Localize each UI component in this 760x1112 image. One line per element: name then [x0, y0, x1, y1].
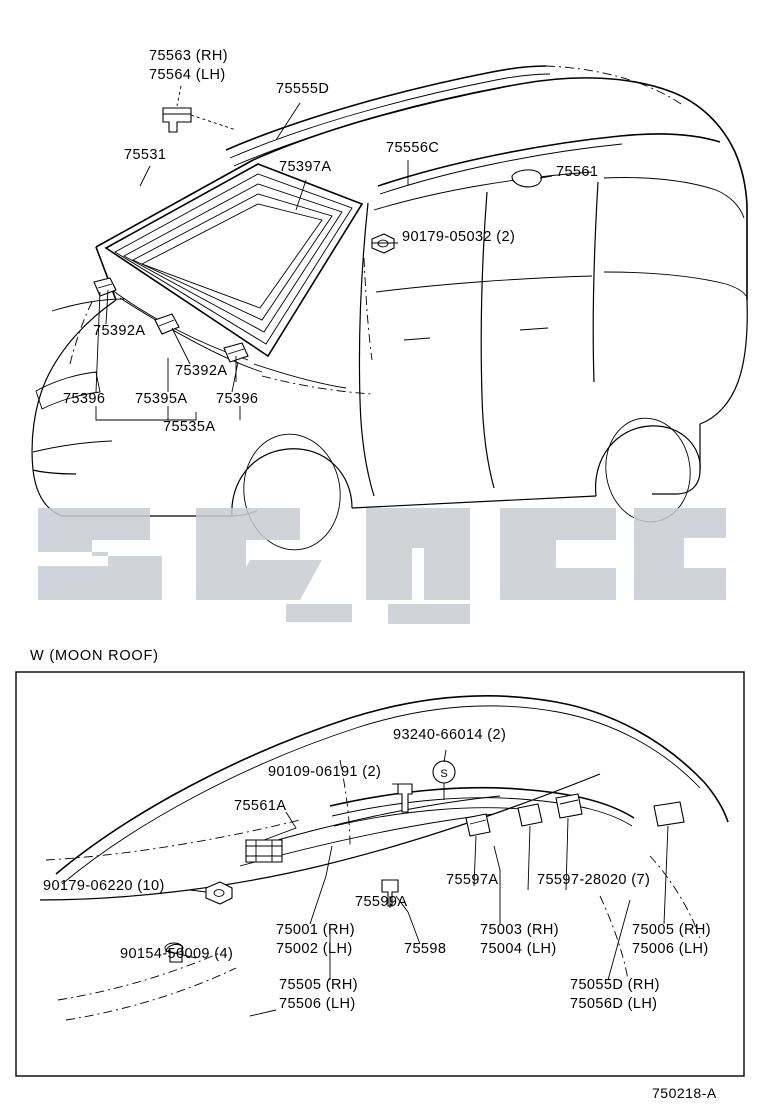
- watermark-logo: [38, 508, 726, 624]
- label-90154-50009: 90154-50009 (4): [120, 946, 234, 962]
- svg-text:S: S: [440, 768, 448, 780]
- label-75003-rh: 75003 (RH): [480, 922, 559, 938]
- label-75001-rh: 75001 (RH): [276, 922, 355, 938]
- label-75561a: 75561A: [234, 798, 287, 814]
- label-75392a-1: 75392A: [93, 323, 146, 339]
- label-75396-left: 75396: [63, 391, 106, 407]
- label-75561: 75561: [556, 164, 599, 180]
- label-90179-06220: 90179-06220 (10): [43, 878, 165, 894]
- label-75055d-rh: 75055D (RH): [570, 977, 660, 993]
- label-75599a: 75599A: [355, 894, 408, 910]
- upper-dashed-lines: [70, 66, 684, 394]
- label-75556c: 75556C: [386, 140, 440, 156]
- label-75555d: 75555D: [276, 81, 330, 97]
- label-75598: 75598: [404, 941, 447, 957]
- label-75002-lh: 75002 (LH): [276, 941, 353, 957]
- label-75597-28020: 75597-28020 (7): [537, 872, 651, 888]
- label-75505-rh: 75505 (RH): [279, 977, 358, 993]
- label-75506-lh: 75506 (LH): [279, 996, 356, 1012]
- label-75564-lh: 75564 (LH): [149, 67, 226, 83]
- label-93240-66014: 93240-66014 (2): [393, 727, 507, 743]
- label-75531: 75531: [124, 147, 167, 163]
- label-75056d-lh: 75056D (LH): [570, 996, 658, 1012]
- label-75395a: 75395A: [135, 391, 188, 407]
- moonroof-drawing: [40, 696, 728, 1020]
- label-75006-lh: 75006 (LH): [632, 941, 709, 957]
- label-75392a-2: 75392A: [175, 363, 228, 379]
- label-75597a: 75597A: [446, 872, 499, 888]
- label-75397a: 75397A: [279, 159, 332, 175]
- figure-code: 750218-A: [652, 1085, 717, 1101]
- label-90109-06191: 90109-06191 (2): [268, 764, 382, 780]
- label-75004-lh: 75004 (LH): [480, 941, 557, 957]
- label-90179-05032: 90179-05032 (2): [402, 229, 516, 245]
- label-75005-rh: 75005 (RH): [632, 922, 711, 938]
- section-title-moon-roof: W (MOON ROOF): [30, 648, 159, 664]
- label-75396-right: 75396: [216, 391, 259, 407]
- label-75535a: 75535A: [163, 419, 216, 435]
- label-75563-rh: 75563 (RH): [149, 48, 228, 64]
